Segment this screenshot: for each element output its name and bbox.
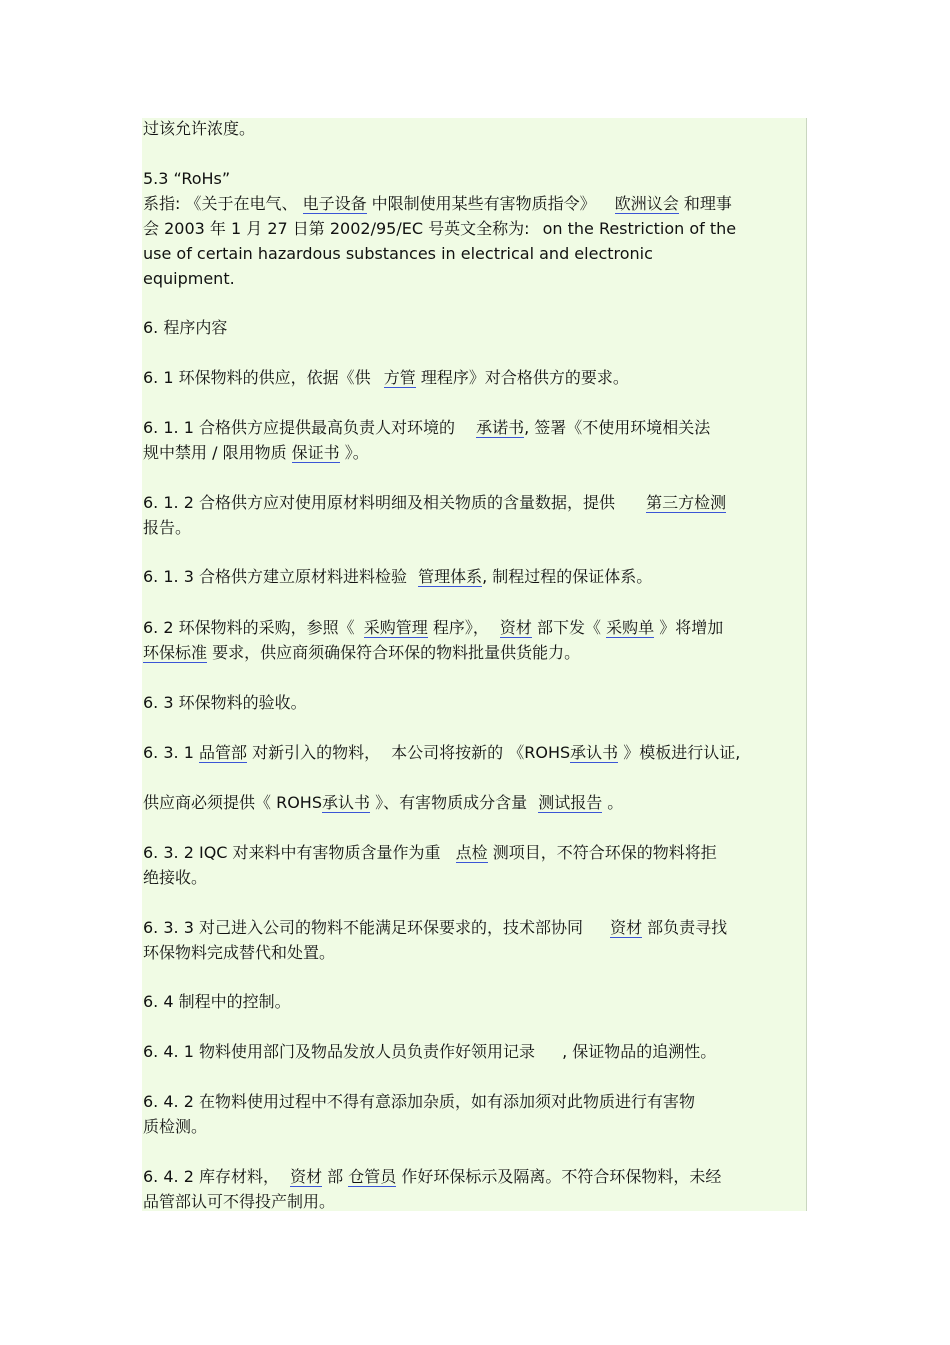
paragraph-line [143, 116, 808, 141]
text-run: 测项目，不符合环保的物料将拒 [487, 843, 717, 862]
paragraph-line [143, 940, 808, 965]
paragraph-line [143, 989, 808, 1014]
linked-term[interactable]: 承认书 [322, 793, 371, 812]
para-3 [143, 315, 808, 340]
text-run: 作好环保标示及隔离。不符合环保物料，未经 [396, 1167, 722, 1186]
linked-term[interactable]: 资材 [610, 918, 643, 937]
text-run: 环保物料完成替代和处置。 [143, 943, 336, 962]
text-run: 要求，供应商须确保符合环保的物料批量供货能力。 [207, 643, 581, 662]
paragraph-line [143, 191, 808, 216]
text-run: 和理事 [678, 194, 732, 213]
linked-term[interactable]: 采购单 [606, 618, 655, 637]
para-9 [143, 690, 808, 715]
linked-term[interactable]: 仓管员 [348, 1167, 397, 1186]
paragraph-line [143, 266, 808, 291]
paragraph-line [143, 615, 808, 640]
text-run: 6. 3. 3 对己进入公司的物料不能满足环保要求的，技术部协同 [143, 918, 589, 937]
paragraph-line [143, 415, 808, 440]
para-0 [143, 116, 808, 141]
para-12 [143, 840, 808, 890]
text-run: on the Restriction of the [542, 219, 737, 238]
paragraph-line [143, 216, 808, 241]
para-13 [143, 915, 808, 965]
text-run: 》。 [339, 443, 369, 462]
paragraph-line [143, 515, 808, 540]
text-run: 6. 4. 2 库存材料， [143, 1167, 285, 1186]
linked-term[interactable]: 测试报告 [538, 793, 603, 812]
linked-term[interactable]: 方管 [383, 368, 416, 387]
linked-term[interactable]: 管理体系 [418, 567, 483, 586]
linked-term[interactable]: 承认书 [570, 743, 619, 762]
paragraph-line [143, 440, 808, 465]
para-17 [143, 1164, 808, 1214]
text-run: 6. 4. 1 物料使用部门及物品发放人员负责作好领用记录 [143, 1042, 541, 1061]
linked-term[interactable]: 第三方检测 [646, 493, 727, 512]
text-run: 部负责寻找 [642, 918, 728, 937]
text-run: 》将增加 [654, 618, 724, 637]
text-run: 品管部认可不得投产制用。 [143, 1192, 336, 1211]
paragraph-line [143, 166, 808, 191]
text-run: , 制程过程的保证体系。 [482, 567, 653, 586]
text-run: 理程序》对合格供方的要求。 [415, 368, 629, 387]
text-run: 质检测。 [143, 1117, 208, 1136]
paragraph-line [143, 315, 808, 340]
text-run: 》模板进行认证, [618, 743, 741, 762]
linked-term[interactable]: 资材 [499, 618, 532, 637]
text-run: use of certain hazardous substances in electrical and electronic [143, 244, 653, 263]
para-2 [143, 191, 808, 291]
paragraph-line [143, 1089, 808, 1114]
text-run: 过该允许浓度。 [143, 119, 256, 138]
text-run: , 保证物品的追溯性。 [562, 1042, 717, 1061]
para-1 [143, 166, 808, 191]
text-run: 规中禁用 / 限用物质 [143, 443, 292, 462]
paragraph-line [143, 740, 808, 765]
linked-term[interactable]: 欧洲议会 [614, 194, 679, 213]
text-run: 程序》， [427, 618, 494, 637]
linked-term[interactable]: 资材 [290, 1167, 323, 1186]
paragraph-line [143, 640, 808, 665]
para-11 [143, 790, 808, 815]
paragraph-line [143, 490, 808, 515]
text-run: 部 [322, 1167, 349, 1186]
para-6 [143, 490, 808, 540]
text-run: 6. 1. 3 合格供方建立原材料进料检验 [143, 567, 413, 586]
paragraph-line [143, 1164, 808, 1189]
paragraph-line [143, 865, 808, 890]
text-run: 会 2003 年 1 月 27 日第 2002/95/EC 号英文全称为: [143, 219, 535, 238]
paragraph-line [143, 840, 808, 865]
para-10 [143, 740, 808, 765]
text-run: 部下发《 [531, 618, 607, 637]
text-run: 对新引入的物料， [246, 743, 386, 762]
paragraph-line [143, 365, 808, 390]
paragraph-line [143, 790, 808, 815]
text-run: 本公司将按新的 《ROHS [391, 743, 571, 762]
text-run: 》、有害物质成分含量 [370, 793, 533, 812]
para-14 [143, 989, 808, 1014]
text-run: 5.3 “RoHs” [143, 169, 231, 188]
linked-term[interactable]: 点检 [455, 843, 488, 862]
text-run: 6. 4. 2 在物料使用过程中不得有意添加杂质，如有添加须对此物质进行有害物 [143, 1092, 695, 1111]
linked-term[interactable]: 采购管理 [363, 618, 428, 637]
para-8 [143, 615, 808, 665]
text-run: 6. 2 环保物料的采购，参照《 [143, 618, 360, 637]
linked-term[interactable]: 环保标准 [143, 643, 208, 662]
paragraph-line [143, 1189, 808, 1214]
para-16 [143, 1089, 808, 1139]
text-run: 6. 3 环保物料的验收。 [143, 693, 307, 712]
paragraph-line [143, 915, 808, 940]
text-run: 6. 1. 2 合格供方应对使用原材料明细及相关物质的含量数据，提供 [143, 493, 621, 512]
text-run: 6. 3. 2 IQC 对来料中有害物质含量作为重 [143, 843, 446, 862]
paragraph-line [143, 241, 808, 266]
paragraph-line [143, 690, 808, 715]
text-run: 报告。 [143, 518, 192, 537]
paragraph-line [143, 564, 808, 589]
paragraph-line [143, 1114, 808, 1139]
para-4 [143, 365, 808, 390]
paragraph-line [143, 1039, 808, 1064]
text-run: 6. 3. 1 [143, 743, 199, 762]
text-run: , 签署《不使用环境相关法 [524, 418, 711, 437]
linked-term[interactable]: 承诺书 [476, 418, 525, 437]
linked-term[interactable]: 品管部 [198, 743, 247, 762]
text-run: 6. 4 制程中的控制。 [143, 992, 291, 1011]
text-run: 中限制使用某些有害物质指令》 [366, 194, 601, 213]
para-5 [143, 415, 808, 465]
text-run: 6. 1. 1 合格供方应提供最高负责人对环境的 [143, 418, 461, 437]
text-run: 6. 程序内容 [143, 318, 228, 337]
text-run: equipment. [143, 269, 235, 288]
text-run: 。 [602, 793, 624, 812]
text-run: 供应商必须提供《 ROHS [143, 793, 322, 812]
para-15 [143, 1039, 808, 1064]
linked-term[interactable]: 电子设备 [302, 194, 367, 213]
para-7 [143, 564, 808, 589]
text-run: 绝接收。 [143, 868, 208, 887]
text-run: 6. 1 环保物料的供应，依据《供 [143, 368, 376, 387]
linked-term[interactable]: 保证书 [291, 443, 340, 462]
text-run: 系指: 《关于在电气、 [143, 194, 303, 213]
